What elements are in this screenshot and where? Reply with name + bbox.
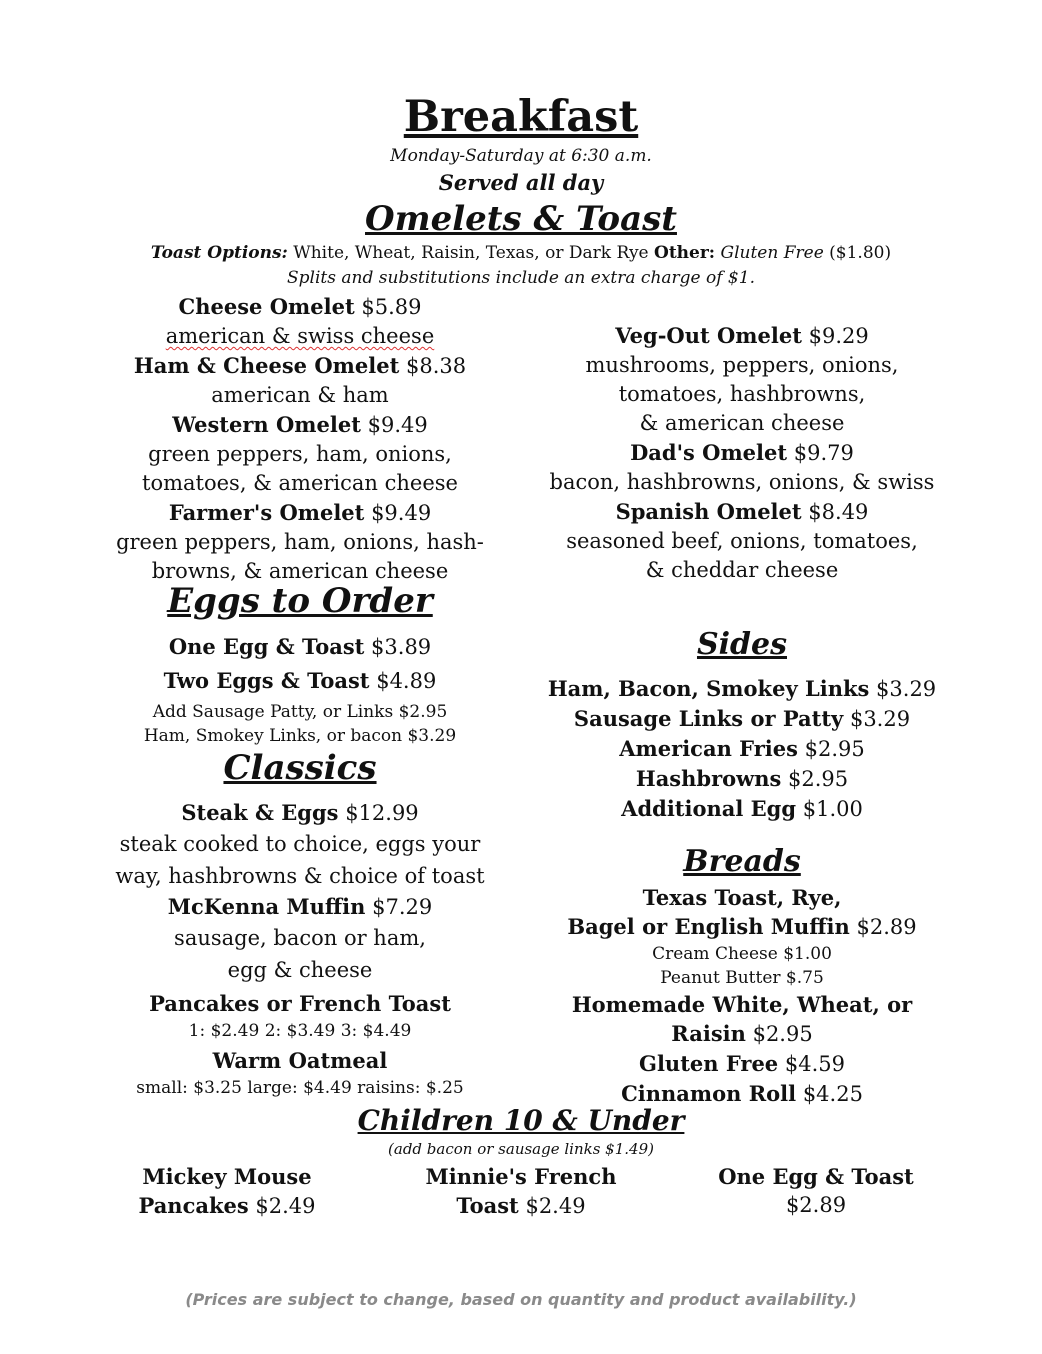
menu-item: Ham & Cheese Omelet $8.38 (133, 353, 467, 378)
page-title: Breakfast (403, 92, 639, 142)
menu-item: Raisin $2.95 (671, 1021, 813, 1046)
menu-item: American Fries $2.95 (619, 736, 865, 761)
menu-item-desc: sausage, bacon or ham, (174, 926, 426, 950)
menu-item-desc: tomatoes, hashbrowns, (618, 382, 866, 406)
menu-item: Pancakes or French Toast (149, 991, 451, 1016)
served-all-day: Served all day (438, 170, 604, 195)
menu-item-desc: seasoned beef, onions, tomatoes, (566, 529, 918, 553)
menu-item: Veg-Out Omelet $9.29 (615, 323, 869, 348)
menu-item-desc: tomatoes, & american cheese (142, 471, 458, 495)
menu-item: Warm Oatmeal (212, 1048, 388, 1073)
children-item: One Egg & Toast $2.89 (718, 1164, 914, 1217)
menu-item: Dad's Omelet $9.79 (630, 440, 854, 465)
menu-item: Ham, Bacon, Smokey Links $3.29 (547, 676, 937, 701)
menu-item: McKenna Muffin $7.29 (167, 894, 433, 919)
menu-item: Hashbrowns $2.95 (635, 766, 849, 791)
breads-column (542, 883, 942, 1109)
addon-line: Add Sausage Patty, or Links $2.95 (152, 702, 448, 722)
menu-item: Spanish Omelet $8.49 (615, 499, 869, 524)
menu-item: Cheese Omelet $5.89 (178, 294, 422, 319)
menu-item-desc: green peppers, ham, onions, hash- (116, 530, 484, 554)
menu-item-desc: american & swiss cheese (165, 324, 435, 348)
menu-item: One Egg & Toast $3.89 (168, 634, 432, 659)
breads-heading: Breads (683, 844, 801, 879)
menu-item-desc: 1: $2.49 2: $3.49 3: $4.49 (188, 1021, 412, 1041)
children-note: (add bacon or sausage links $1.49) (388, 1140, 654, 1158)
menu-item-desc: steak cooked to choice, eggs your (119, 832, 481, 856)
menu-item: Two Eggs & Toast $4.89 (163, 668, 437, 693)
menu-item: Farmer's Omelet $9.49 (168, 500, 432, 525)
menu-item: Western Omelet $9.49 (172, 412, 428, 437)
menu-item-desc: small: $3.25 large: $4.49 raisins: $.25 (136, 1078, 464, 1098)
menu-item-desc: mushrooms, peppers, onions, (585, 353, 899, 377)
substitution-note: Splits and substitutions include an extra charge of $1. (287, 268, 755, 288)
omelets-right-column (542, 321, 942, 585)
addon-line: Cream Cheese $1.00 (652, 944, 832, 964)
menu-item-desc: bacon, hashbrowns, onions, & swiss (549, 470, 935, 494)
menu-item-desc: green peppers, ham, onions, (148, 442, 452, 466)
omelets-left-column (100, 292, 500, 586)
children-item: Minnie's French Toast $2.49 (425, 1164, 617, 1218)
price-disclaimer: (Prices are subject to change, based on quantity and product availability.) (185, 1290, 857, 1309)
sides-heading: Sides (696, 627, 787, 662)
toast-options: Toast Options: White, Wheat, Raisin, Texas, or Dark Rye Other: Gluten Free ($1.80) (150, 243, 892, 263)
menu-item: Bagel or English Muffin $2.89 (567, 914, 917, 939)
addon-line: Ham, Smokey Links, or bacon $3.29 (143, 726, 457, 746)
children-heading: Children 10 & Under (357, 1104, 685, 1137)
classics-column (100, 798, 500, 1100)
eggs-column (100, 632, 500, 748)
menu-item-desc: & cheddar cheese (645, 558, 839, 582)
menu-item: Steak & Eggs $12.99 (181, 800, 419, 825)
menu-item: Sausage Links or Patty $3.29 (573, 706, 911, 731)
menu-item-desc: & american cheese (639, 411, 845, 435)
menu-item: Homemade White, Wheat, or (571, 992, 913, 1017)
sides-column (542, 674, 942, 824)
menu-item: Texas Toast, Rye, (642, 885, 842, 910)
menu-item: Gluten Free $4.59 (639, 1051, 845, 1076)
addon-line: Peanut Butter $.75 (660, 968, 824, 988)
hours-text: Monday-Saturday at 6:30 a.m. (390, 146, 652, 166)
menu-item-desc: egg & cheese (227, 958, 373, 982)
eggs-heading: Eggs to Order (167, 581, 433, 621)
children-item: Mickey Mouse Pancakes $2.49 (138, 1164, 316, 1218)
menu-item: Additional Egg $1.00 (621, 796, 863, 821)
menu-item-desc: american & ham (211, 383, 389, 407)
menu-item-desc: browns, & american cheese (151, 559, 449, 583)
classics-heading: Classics (223, 748, 377, 788)
omelets-heading: Omelets & Toast (365, 199, 677, 239)
menu-item: Cinnamon Roll $4.25 (621, 1081, 863, 1106)
menu-item-desc: way, hashbrowns & choice of toast (115, 864, 485, 888)
